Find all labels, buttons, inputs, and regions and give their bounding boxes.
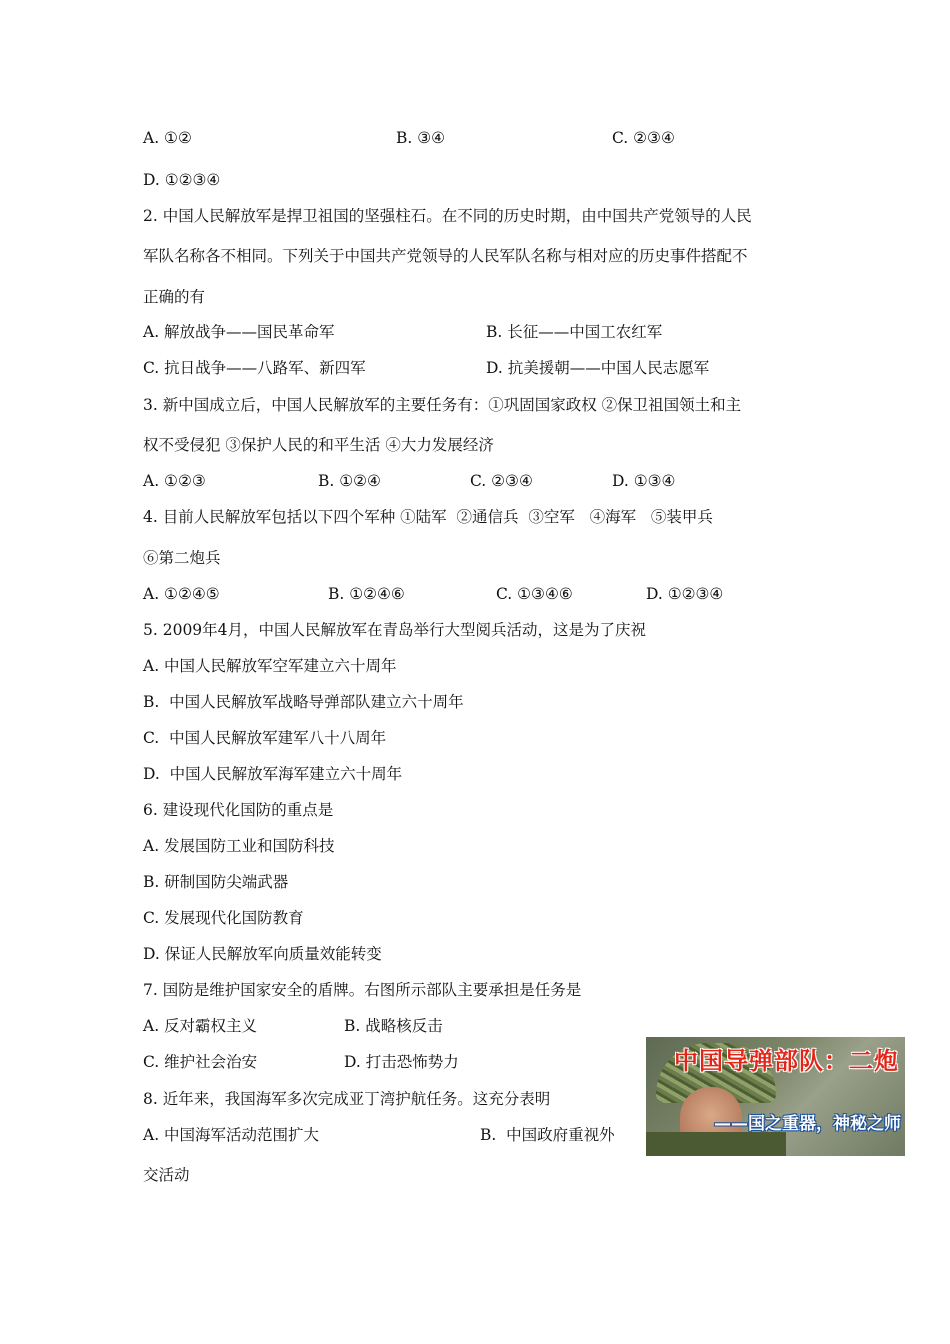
q2-stem-line2: 军队名称各不相同。下列关于中国共产党领导的人民军队名称与相对应的历史事件搭配不 — [143, 247, 748, 265]
q1-option-c: C. ②③④ — [612, 129, 675, 147]
q8-option-a: A. 中国海军活动范围扩大 — [143, 1126, 320, 1144]
q6-option-d: D. 保证人民解放军向质量效能转变 — [143, 945, 382, 963]
q4-option-a: A. ①②④⑤ — [143, 585, 220, 603]
q2-option-d: D. 抗美援朝——中国人民志愿军 — [486, 359, 710, 377]
q7-option-b: B. 战略核反击 — [344, 1017, 443, 1035]
q7-stem: 7. 国防是维护国家安全的盾牌。右图所示部队主要承担是任务是 — [143, 981, 582, 999]
q3-option-d: D. ①③④ — [612, 472, 676, 490]
q1-option-a: A. ①② — [143, 129, 192, 147]
q2-stem-line1: 2. 中国人民解放军是捍卫祖国的坚强柱石。在不同的历史时期，由中国共产党领导的人民 — [143, 207, 752, 225]
photo-title: 中国导弹部队：二炮 — [674, 1047, 899, 1075]
q8-stem: 8. 近年来，我国海军多次完成亚丁湾护航任务。这充分表明 — [143, 1090, 551, 1108]
q3-option-a: A. ①②③ — [143, 472, 206, 490]
q5-option-b: B. 中国人民解放军战略导弹部队建立六十周年 — [143, 693, 464, 711]
q1-option-b: B. ③④ — [396, 129, 446, 147]
missile-force-photo — [646, 1037, 905, 1156]
q2-stem-line3: 正确的有 — [143, 288, 206, 306]
q5-option-c: C. 中国人民解放军建军八十八周年 — [143, 729, 387, 747]
q4-option-b: B. ①②④⑥ — [328, 585, 405, 603]
q2-option-c: C. 抗日战争——八路军、新四军 — [143, 359, 366, 377]
q1-option-d: D. ①②③④ — [143, 171, 221, 189]
uniform-collar — [646, 1132, 786, 1156]
q6-stem: 6. 建设现代化国防的重点是 — [143, 801, 334, 819]
q7-option-c: C. 维护社会治安 — [143, 1053, 258, 1071]
q6-option-a: A. 发展国防工业和国防科技 — [143, 837, 335, 855]
q3-option-c: C. ②③④ — [470, 472, 533, 490]
q6-option-b: B. 研制国防尖端武器 — [143, 873, 289, 891]
q4-stem-line1: 4. 目前人民解放军包括以下四个军种 ①陆军 ②通信兵 ③空军 ④海军 ⑤装甲兵 — [143, 508, 713, 526]
q4-stem-line2: ⑥第二炮兵 — [143, 549, 221, 567]
q3-stem-line2: 权不受侵犯 ③保护人民的和平生活 ④大力发展经济 — [143, 436, 494, 454]
q3-stem-line1: 3. 新中国成立后，中国人民解放军的主要任务有：①巩固国家政权 ②保卫祖国领土和主 — [143, 396, 742, 414]
q4-option-c: C. ①③④⑥ — [496, 585, 573, 603]
q5-option-d: D. 中国人民解放军海军建立六十周年 — [143, 765, 403, 783]
q7-option-a: A. 反对霸权主义 — [143, 1017, 258, 1035]
q5-stem: 5. 2009年4月，中国人民解放军在青岛举行大型阅兵活动，这是为了庆祝 — [143, 621, 647, 639]
q3-option-b: B. ①②④ — [318, 472, 381, 490]
q6-option-c: C. 发展现代化国防教育 — [143, 909, 304, 927]
q2-option-b: B. 长征——中国工农红军 — [486, 323, 663, 341]
q5-option-a: A. 中国人民解放军空军建立六十周年 — [143, 657, 397, 675]
q8-option-b-continued: 交活动 — [143, 1166, 190, 1184]
q2-option-a: A. 解放战争——国民革命军 — [143, 323, 335, 341]
photo-subtitle: ——国之重器，神秘之师 — [714, 1114, 901, 1134]
q7-option-d: D. 打击恐怖势力 — [344, 1053, 459, 1071]
q8-option-b: B. 中国政府重视外 — [480, 1126, 615, 1144]
q4-option-d: D. ①②③④ — [646, 585, 724, 603]
